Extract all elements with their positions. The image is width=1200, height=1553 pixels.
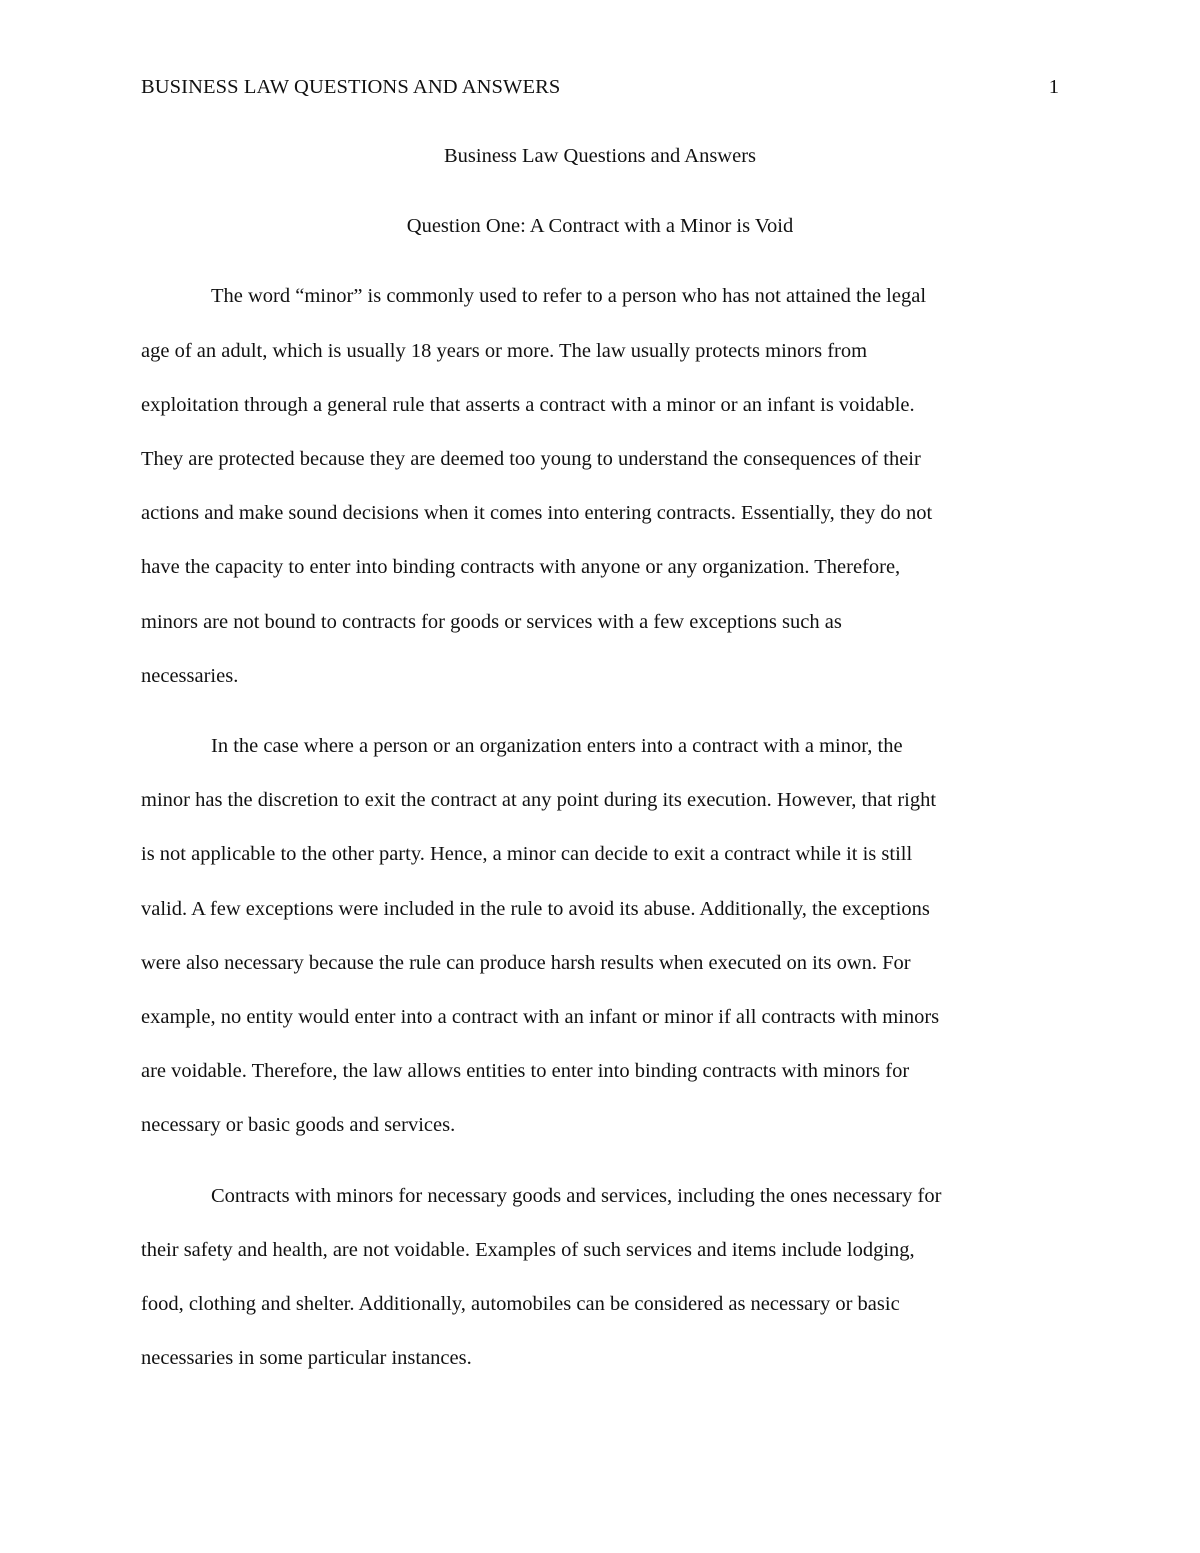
paragraph-line: were also necessary because the rule can produce harsh results when executed on its own. For bbox=[141, 951, 911, 974]
paragraph-line: Contracts with minors for necessary goods and services, including the ones necessary for bbox=[211, 1184, 942, 1207]
paragraph-line: age of an adult, which is usually 18 years or more. The law usually protects minors from bbox=[141, 339, 868, 362]
page-number: 1 bbox=[1048, 76, 1059, 98]
document-body bbox=[141, 129, 1059, 1385]
paragraph-line: The word “minor” is commonly used to refer to a person who has not attained the legal bbox=[211, 285, 927, 308]
paragraph-line: have the capacity to enter into binding contracts with anyone or any organization. Therefore, bbox=[141, 556, 901, 579]
running-head bbox=[141, 72, 1059, 102]
paragraph-line: minor has the discretion to exit the contract at any point during its execution. However, that right bbox=[141, 789, 937, 812]
running-head-title: BUSINESS LAW QUESTIONS AND ANSWERS bbox=[141, 76, 561, 98]
paragraph-line: They are protected because they are deemed too young to understand the consequences of their bbox=[141, 448, 921, 471]
paragraph-3 bbox=[141, 1169, 1059, 1386]
document-title: Business Law Questions and Answers bbox=[443, 145, 757, 167]
paragraph-line: necessary or basic goods and services. bbox=[141, 1114, 456, 1137]
paragraph-line: actions and make sound decisions when it comes into entering contracts. Essentially, they do not bbox=[141, 502, 933, 525]
paragraph-line: minors are not bound to contracts for goods or services with a few exceptions such as bbox=[141, 610, 842, 633]
paragraph-1 bbox=[141, 269, 1059, 703]
paragraph-2 bbox=[141, 719, 1059, 1153]
paragraph-line: their safety and health, are not voidable. Examples of such services and items include lodging, bbox=[141, 1238, 915, 1261]
paragraph-line: are voidable. Therefore, the law allows entities to enter into binding contracts with minors for bbox=[141, 1060, 910, 1083]
paragraph-line: exploitation through a general rule that asserts a contract with a minor or an infant is voidable. bbox=[141, 393, 915, 416]
paragraph-line: necessaries. bbox=[141, 664, 239, 687]
paragraph-line: valid. A few exceptions were included in the rule to avoid its abuse. Additionally, the exceptions bbox=[141, 897, 930, 920]
paragraph-line: In the case where a person or an organization enters into a contract with a minor, the bbox=[211, 735, 903, 758]
paragraph-line: necessaries in some particular instances. bbox=[141, 1347, 472, 1370]
paragraph-line: food, clothing and shelter. Additionally, automobiles can be considered as necessary or basic bbox=[141, 1293, 900, 1316]
section-heading: Question One: A Contract with a Minor is Void bbox=[406, 215, 794, 238]
paragraph-line: example, no entity would enter into a contract with an infant or minor if all contracts with minors bbox=[141, 1006, 940, 1029]
paragraph-line: is not applicable to the other party. Hence, a minor can decide to exit a contract while it is still bbox=[141, 843, 913, 866]
